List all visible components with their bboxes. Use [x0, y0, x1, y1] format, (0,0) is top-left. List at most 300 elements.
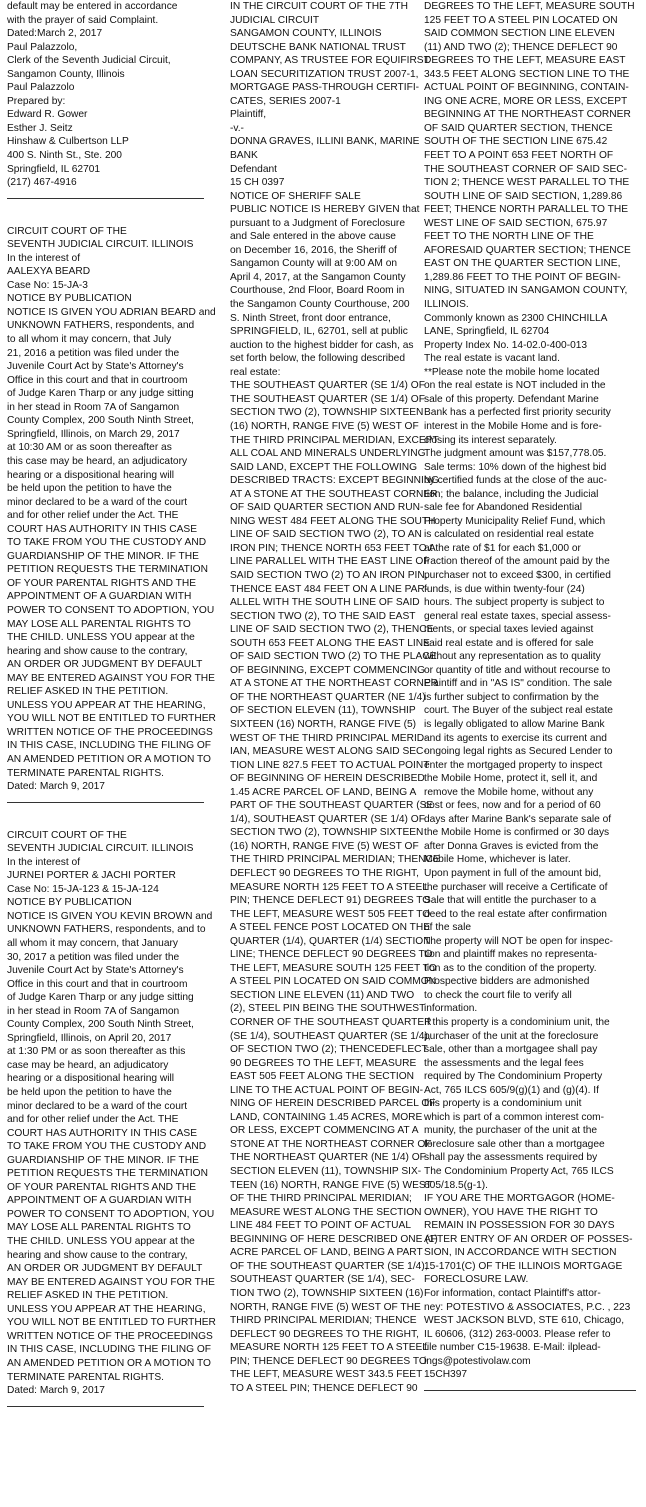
notice-text-line: days after Marine Bank's separate sale of: [424, 813, 612, 825]
notice-text-line: OF SAID QUARTER SECTION, THENCE: [424, 122, 613, 134]
notice-text-line: Sale terms: 10% down of the highest bid: [424, 461, 607, 473]
notice-text-line: TO A STEEL PIN; THENCE DEFLECT 90: [230, 1382, 418, 1394]
notice-text-line: SANGAMON COUNTY, ILLINOIS: [230, 28, 382, 40]
notice-text-line: SECTION TWO (2), TO THE SAID EAST: [230, 610, 416, 622]
notice-text-line: fraction thereof of the amount paid by the: [424, 556, 610, 568]
notice-text-line: of Judge Karen Tharp or any judge sitting: [7, 388, 194, 400]
notice-text-line: WRITTEN NOTICE OF THE PROCEEDINGS: [7, 1330, 213, 1342]
notice-text-line: ING ONE ACRE, MORE OR LESS, EXCEPT: [424, 95, 628, 107]
notice-text-line: SECTION ELEVEN (11), TOWNSHIP SIX-: [230, 1166, 422, 1178]
notice-text-line: THE LEFT, MEASURE WEST 505 FEET TO: [230, 908, 431, 920]
notice-text-line: MAY LOSE ALL PARENTAL RIGHTS TO: [7, 618, 191, 630]
notice-text-line: EAST ON THE QUARTER SECTION LINE,: [424, 258, 621, 270]
notice-text-line: IRON PIN; THENCE NORTH 653 FEET TO A: [230, 542, 436, 554]
notice-text-line: Prepared by:: [7, 95, 66, 107]
notice-text-line: ney: POTESTIVO & ASSOCIATES, P.C. , 223: [424, 1301, 631, 1313]
notice-text-line: be held upon the petition to have the: [7, 1087, 172, 1099]
notice-text-line: NOTICE IS GIVEN YOU KEVIN BROWN and: [7, 910, 213, 922]
notice-text-line: ments, or special taxes levied against: [424, 624, 594, 636]
notice-text-line: PART OF THE SOUTHEAST QUARTER (SE: [230, 800, 434, 812]
notice-text-line: Sangamon County will at 9:00 AM on: [230, 258, 398, 270]
notice-divider: [7, 1406, 204, 1407]
notice-text-line: funds, is due within twenty-four (24): [424, 583, 585, 595]
notice-text-line: 21, 2016 a petition was filed under the: [7, 347, 180, 359]
notice-text-line: RELIEF ASKED IN THE PETITION.: [7, 686, 169, 698]
notice-text-line: CATES, SERIES 2007-1: [230, 95, 341, 107]
notice-text-line: AN AMENDED PETITION OR A MOTION TO: [7, 753, 211, 765]
notice-text-line: IF YOU ARE THE MORTGAGOR (HOME-: [424, 1193, 615, 1205]
notice-text-line: NOTICE OF SHERIFF SALE: [230, 190, 361, 202]
notice-divider: [424, 1390, 636, 1391]
notice-text-line: Commonly known as 2300 CHINCHILLA: [424, 312, 608, 324]
notice-text-line: SIXTEEN (16) NORTH, RANGE FIVE (5): [230, 718, 417, 730]
notice-text-line: TO TAKE FROM YOU THE CUSTODY AND: [7, 1141, 207, 1153]
notice-text-line: ings@potestivolaw.com: [424, 1355, 531, 1367]
notice-text-line: hours. The subject property is subject to: [424, 597, 605, 609]
notice-text-line: OF SECTION ELEVEN (11), TOWNSHIP: [230, 705, 416, 717]
notice-text-line: PETITION REQUESTS THE TERMINATION: [7, 1168, 208, 1180]
notice-text-line: sale fee for Abandoned Residential: [424, 502, 583, 514]
notice-text-line: TEEN (16) NORTH, RANGE FIVE (5) WEST: [230, 1179, 432, 1191]
notice-text-line: BEGINNING AT THE NORTHEAST CORNER: [424, 109, 631, 121]
notice-text-line: IN THIS CASE, INCLUDING THE FILING OF: [7, 1344, 211, 1356]
notice-text-line: NING OF HEREIN DESCRIBED PARCEL OF: [230, 1098, 436, 1110]
notice-text-line: is further subject to confirmation by the: [424, 691, 599, 703]
notice-text-line: in her stead in Room 7A of Sangamon: [7, 401, 180, 413]
notice-text-line: without any representation as to quality: [424, 651, 601, 663]
notice-text-line: LINE OF SAID SECTION TWO (2), TO AN: [230, 529, 422, 541]
notice-text-line: the purchaser will receive a Certificate of: [424, 881, 608, 893]
notice-text-line: sale of this property. Defendant Marine: [424, 393, 599, 405]
notice-text-line: FEET TO THE NORTH LINE OF THE: [424, 231, 594, 243]
notice-text-line: THENCE EAST 484 FEET ON A LINE PAR-: [230, 583, 429, 595]
notice-text-line: munity, the purchaser of the unit at the: [424, 1125, 598, 1137]
column-right: [424, 0, 636, 1404]
notice-text-line: JURNEI PORTER & JACHI PORTER: [7, 870, 176, 882]
notice-text-line: AALEXYA BEARD: [7, 266, 91, 278]
notice-text-line: County Complex, 200 South Ninth Street,: [7, 415, 194, 427]
notice-text-line: SOUTH OF THE SECTION LINE 675.42: [424, 136, 608, 148]
notice-text-line: 1,289.86 FEET TO THE POINT OF BEGIN-: [424, 271, 621, 283]
notice-text-line: LOAN SECURITIZATION TRUST 2007-1,: [230, 68, 419, 80]
notice-text-line: pursuant to a Judgment of Foreclosure: [230, 217, 405, 229]
notice-text-line: OF THE THIRD PRINCIPAL MERIDIAN;: [230, 1193, 412, 1205]
notice-text-line: sale, other than a mortgagee shall pay: [424, 1044, 598, 1056]
notice-text-line: LINE OF SAID SECTION TWO (2), THENCE: [230, 624, 434, 636]
notice-text-line: SECTION TWO (2), TOWNSHIP SIXTEEN: [230, 407, 424, 419]
notice-text-line: is legally obligated to allow Marine Bank: [424, 718, 605, 730]
notice-text-line: THE CHILD. UNLESS YOU appear at the: [7, 632, 195, 644]
notice-text-line: SAID LAND, EXCEPT THE FOLLOWING: [230, 461, 418, 473]
notice-text-line: tion as to the condition of the property.: [424, 962, 597, 974]
notice-text-line: -v.-: [230, 122, 244, 134]
notice-text-line: Plaintiff and in "AS IS" condition. The sale: [424, 678, 613, 690]
notice-text-line: shall pay the assessments required by: [424, 1152, 598, 1164]
notice-text-line: UNLESS YOU APPEAR AT THE HEARING,: [7, 1303, 206, 1315]
notice-text-line: WRITTEN NOTICE OF THE PROCEEDINGS: [7, 726, 213, 738]
notice-text-line: hearing and show cause to the contrary,: [7, 645, 188, 657]
notice-text-line: SEVENTH JUDICIAL CIRCUIT. ILLINOIS: [7, 843, 194, 855]
notice-text-line: RELIEF ASKED IN THE PETITION.: [7, 1290, 169, 1302]
notice-text-line: this property is a condominium unit: [424, 1098, 582, 1110]
notice-text-line: Courthouse, 2nd Floor, Board Room in: [230, 285, 405, 297]
notice-text-line: THE SOUTHEAST CORNER OF SAID SEC-: [424, 163, 628, 175]
notice-text-line: COURT HAS AUTHORITY IN THIS CASE: [7, 1127, 198, 1139]
notice-text-line: OF BEGINNING OF HEREIN DESCRIBED: [230, 773, 425, 785]
notice-text-line: UNKNOWN FATHERS, respondents, and: [7, 320, 195, 332]
notice-text-line: Defendant: [230, 163, 278, 175]
notice-text-line: Property Municipality Relief Fund, which: [424, 515, 606, 527]
notice-text-line: Paul Palazzolo: [7, 82, 75, 94]
notice-text-line: DEGREES TO THE LEFT, MEASURE EAST: [424, 55, 626, 67]
notice-text-line: WEST OF THE THIRD PRINCIPAL MERID-: [230, 732, 428, 744]
notice-text-line: S. Ninth Street, front door entrance,: [230, 312, 391, 324]
notice-text-line: ongoing legal rights as Secured Lender to: [424, 746, 613, 758]
notice-text-line: FEET TO A POINT 653 FEET NORTH OF: [424, 150, 614, 162]
notice-text-line: THE CHILD. UNLESS YOU appear at the: [7, 1236, 195, 1248]
notice-text-line: all whom it may concern, that January: [7, 938, 178, 949]
notice-text-line: OF THE NORTHEAST QUARTER (NE 1/4): [230, 691, 426, 703]
notice-text-line: enter the mortgaged property to inspect: [424, 759, 603, 771]
notice-text-line: The property will NOT be open for inspec-: [424, 935, 613, 947]
notice-text-line: MEASURE NORTH 125 FEET TO A STEEL: [230, 1342, 428, 1354]
notice-text-line: to check the court file to verify all: [424, 989, 572, 1001]
notice-text-line: ALL COAL AND MINERALS UNDERLYING: [230, 448, 426, 460]
notice-text-line: OWNER), YOU HAVE THE RIGHT TO: [424, 1206, 598, 1218]
notice-text-line: ACTUAL POINT OF BEGINNING, CONTAIN-: [424, 82, 629, 94]
notice-text-line: In the interest of: [7, 856, 81, 868]
notice-text-line: be held upon the petition to have the: [7, 483, 172, 495]
notice-text-line: SECTION LINE ELEVEN (11) AND TWO: [230, 989, 415, 1001]
notice-text-line: in her stead in Room 7A of Sangamon: [7, 1005, 180, 1017]
notice-text-line: THE NORTHEAST QUARTER (NE 1/4) OF: [230, 1152, 426, 1164]
notice-text-line: PIN; THENCE DEFLECT 91) DEGREES TO: [230, 895, 431, 907]
notice-text-line: YOU WILL NOT BE ENTITLED TO FURTHER: [7, 1317, 216, 1329]
notice-text-line: The real estate is vacant land.: [424, 353, 560, 365]
notice-text-line: BEGINNING OF HERE DESCRIBED ONE (1): [230, 1233, 438, 1245]
notice-text-line: DEUTSCHE BANK NATIONAL TRUST: [230, 41, 406, 53]
notice-text-line: DEFLECT 90 DEGREES TO THE RIGHT,: [230, 1328, 419, 1340]
notice-text-line: THE SOUTHEAST QUARTER (SE 1/4) OF: [230, 380, 425, 392]
notice-text-line: of the sale: [424, 922, 472, 934]
notice-text-line: cost or fees, now and for a period of 60: [424, 800, 601, 812]
notice-text-line: Case No: 15-JA-3: [7, 279, 88, 291]
notice-text-line: OF SAID QUARTER SECTION AND RUN-: [230, 502, 424, 514]
notice-text-line: QUARTER (1/4), QUARTER (1/4) SECTION: [230, 935, 431, 947]
notice-text-line: Prospective bidders are admonished: [424, 976, 590, 988]
notice-text-line: to all whom it may concern, that July: [7, 334, 172, 346]
notice-text-line: FEET; THENCE NORTH PARALLEL TO THE: [424, 204, 628, 216]
notice-foreclosure-tail: [7, 0, 204, 190]
notice-text-line: Mobile Home, whichever is later.: [424, 854, 571, 866]
notice-text-line: NOTICE BY PUBLICATION: [7, 293, 132, 305]
notice-text-line: April 4, 2017, at the Sangamon County: [230, 271, 406, 283]
notice-text-line: In the interest of: [7, 252, 81, 264]
notice-text-line: If this property is a condominium unit, the: [424, 1017, 610, 1029]
notice-text-line: minor declared to be a ward of the court: [7, 1100, 188, 1112]
notice-text-line: THIRD PRINCIPAL MERIDIAN; THENCE: [230, 1315, 417, 1327]
notice-text-line: THE THIRD PRINCIPAL MERIDIAN, EXCEPT: [230, 434, 439, 446]
notice-text-line: SECTION TWO (2), TOWNSHIP SIXTEEN: [230, 827, 424, 839]
notice-text-line: closing its interest separately.: [424, 434, 557, 446]
notice-text-line: CIRCUIT COURT OF THE: [7, 225, 127, 237]
notice-sheriff-sale-part-2: [424, 0, 636, 1382]
notice-text-line: 125 FEET TO A STEEL PIN LOCATED ON: [424, 14, 618, 26]
notice-text-line: 90 DEGREES TO THE LEFT, MEASURE: [230, 1057, 417, 1069]
notice-text-line: IAN, MEASURE WEST ALONG SAID SEC-: [230, 746, 427, 758]
notice-text-line: SOUTHEAST QUARTER (SE 1/4), SEC-: [230, 1274, 415, 1286]
notice-text-line: general real estate taxes, special assess-: [424, 610, 611, 622]
notice-text-line: SOUTH LINE OF SAID SECTION, 1,289.86: [424, 190, 623, 202]
notice-text-line: 1.45 ACRE PARCEL OF LAND, BEING A: [230, 786, 417, 798]
notice-text-line: IN THE CIRCUIT COURT OF THE 7TH: [230, 1, 408, 12]
notice-text-line: LINE TO THE ACTUAL POINT OF BEGIN-: [230, 1084, 424, 1096]
notice-text-line: NOTICE IS GIVEN YOU ADRIAN BEARD and: [7, 306, 216, 318]
notice-text-line: (217) 467-4916: [7, 177, 77, 189]
notice-text-line: Sangamon County, Illinois: [7, 68, 125, 80]
notice-text-line: NING WEST 484 FEET ALONG THE SOUTH: [230, 515, 436, 527]
notice-text-line: Juvenile Court Act by State's Attorney's: [7, 965, 184, 977]
notice-text-line: after Donna Graves is evicted from the: [424, 840, 599, 852]
notice-text-line: Plaintiff,: [230, 109, 267, 121]
notice-text-line: interest in the Mobile Home and is fore-: [424, 420, 602, 432]
notice-text-line: SAID SECTION TWO (2) TO AN IRON PIN,: [230, 569, 428, 581]
notice-spacer: [7, 816, 204, 829]
notice-text-line: foreclosure sale other than a mortgagee: [424, 1138, 605, 1150]
notice-text-line: (11) AND TWO (2); THENCE DEFLECT 90: [424, 41, 618, 53]
notice-text-line: purchaser not to exceed $300, in certified: [424, 569, 611, 581]
notice-text-line: and for other relief under the Act. THE: [7, 510, 179, 522]
notice-text-line: OF YOUR PARENTAL RIGHTS AND THE: [7, 577, 197, 589]
notice-text-line: AFTER ENTRY OF AN ORDER OF POSSES-: [424, 1233, 633, 1245]
notice-text-line: A STEEL FENCE POST LOCATED ON THE: [230, 922, 431, 934]
notice-text-line: Bank has a perfected first priority security: [424, 407, 611, 419]
notice-text-line: is calculated on residential real estate: [424, 529, 594, 541]
notice-porter-publication: [7, 829, 216, 1398]
notice-text-line: For information, contact Plaintiff's attor-: [424, 1287, 601, 1299]
notice-text-line: OF SECTION TWO (2); THENCEDEFLECT: [230, 1044, 428, 1056]
column-middle: [230, 0, 440, 1395]
notice-text-line: AT A STONE AT THE SOUTHEAST CORNER: [230, 488, 438, 500]
notice-text-line: UNKNOWN FATHERS, respondents, and to: [7, 924, 206, 936]
notice-text-line: LANE, Springfield, IL 62704: [424, 326, 550, 338]
notice-text-line: TERMINATE PARENTAL RIGHTS.: [7, 1371, 164, 1383]
notice-text-line: Hinshaw & Culbertson LLP: [7, 136, 129, 148]
notice-text-line: DONNA GRAVES, ILLINI BANK, MARINE: [230, 136, 420, 148]
notice-text-line: AFORESAID QUARTER SECTION; THENCE: [424, 244, 631, 256]
notice-text-line: TION LINE 827.5 FEET TO ACTUAL POINT: [230, 759, 430, 771]
notice-text-line: APPOINTMENT OF A GUARDIAN WITH: [7, 1195, 192, 1207]
notice-text-line: the Sangamon County Courthouse, 200: [230, 299, 410, 311]
notice-text-line: The Condominium Property Act, 765 ILCS: [424, 1166, 614, 1178]
notice-text-line: The judgment amount was $157,778.05.: [424, 448, 607, 460]
notice-text-line: SOUTH 653 FEET ALONG THE EAST LINE: [230, 637, 430, 649]
notice-text-line: Juvenile Court Act by State's Attorney's: [7, 361, 184, 373]
notice-text-line: GUARDIANSHIP OF THE MINOR. IF THE: [7, 550, 199, 562]
notice-text-line: ALLEL WITH THE SOUTH LINE OF SAID: [230, 597, 420, 609]
notice-text-line: MAY LOSE ALL PARENTAL RIGHTS TO: [7, 1222, 191, 1234]
notice-text-line: at 10:30 AM or as soon thereafter as: [7, 442, 172, 454]
notice-text-line: Dated: March 9, 2017: [7, 781, 105, 793]
notice-text-line: TO TAKE FROM YOU THE CUSTODY AND: [7, 537, 207, 549]
notice-text-line: LAND, CONTAINING 1.45 ACRES, MORE: [230, 1111, 423, 1123]
notice-text-line: THE LEFT, MEASURE SOUTH 125 FEET TO: [230, 962, 437, 974]
notice-text-line: Sale that will entitle the purchaser to a: [424, 895, 597, 907]
notice-text-line: required by The Condominium Property: [424, 1071, 603, 1083]
notice-text-line: GUARDIANSHIP OF THE MINOR. IF THE: [7, 1154, 199, 1166]
notice-text-line: LINE; THENCE DEFLECT 90 DEGREES TO: [230, 949, 433, 961]
notice-text-line: (16) NORTH, RANGE FIVE (5) WEST OF: [230, 420, 419, 432]
notice-text-line: FORECLOSURE LAW.: [424, 1274, 529, 1286]
notice-text-line: PUBLIC NOTICE IS HEREBY GIVEN that: [230, 204, 420, 216]
notice-text-line: NING, SITUATED IN SANGAMON COUNTY,: [424, 285, 628, 297]
notice-text-line: CORNER OF THE SOUTHEAST QUARTER: [230, 1017, 432, 1029]
notice-text-line: IN THIS CASE, INCLUDING THE FILING OF: [7, 740, 211, 752]
notice-text-line: NOTICE BY PUBLICATION: [7, 897, 132, 909]
notice-text-line: SEVENTH JUDICIAL CIRCUIT. ILLINOIS: [7, 239, 194, 251]
notice-text-line: PIN; THENCE DEFLECT 90 DEGREES TO: [230, 1355, 427, 1367]
notice-text-line: 15CH397: [424, 1369, 468, 1381]
notice-text-line: tion; the balance, including the Judicial: [424, 488, 599, 500]
notice-text-line: purchaser of the unit at the foreclosure: [424, 1030, 599, 1042]
notice-text-line: LINE 484 FEET TO POINT OF ACTUAL: [230, 1220, 411, 1232]
notice-text-line: LINE PARALLEL WITH THE EAST LINE OF: [230, 556, 430, 568]
notice-text-line: Office in this court and that in courtroom: [7, 978, 188, 990]
notice-text-line: TERMINATE PARENTAL RIGHTS.: [7, 767, 164, 779]
notice-sheriff-sale-part-1: [230, 0, 440, 1395]
notice-text-line: POWER TO CONSENT TO ADOPTION, YOU: [7, 1208, 215, 1220]
notice-text-line: hearing and show cause to the contrary,: [7, 1249, 188, 1261]
notice-text-line: of Judge Karen Tharp or any judge sitting: [7, 992, 194, 1004]
notice-text-line: AN ORDER OR JUDGMENT BY DEFAULT: [7, 1263, 203, 1275]
notice-text-line: SPRINGFIELD, IL, 62701, sell at public: [230, 326, 408, 338]
notice-text-line: OF THE SOUTHEAST QUARTER (SE 1/4),: [230, 1260, 428, 1272]
notice-text-line: POWER TO CONSENT TO ADOPTION, YOU: [7, 604, 215, 616]
notice-text-line: COMPANY, AS TRUSTEE FOR EQUIFIRST: [230, 55, 430, 67]
notice-text-line: and its agents to exercise its current and: [424, 732, 607, 744]
notice-text-line: OF BEGINNING, EXCEPT COMMENCING: [230, 664, 426, 676]
notice-text-line: (2), STEEL PIN BEING THE SOUTHWEST: [230, 1003, 426, 1015]
notice-text-line: Paul Palazzolo,: [7, 41, 78, 53]
notice-text-line: ILLINOIS.: [424, 299, 469, 311]
notice-text-line: the Mobile Home is confirmed or 30 days: [424, 827, 610, 839]
notice-text-line: with the prayer of said Complaint.: [7, 14, 159, 26]
notice-text-line: REMAIN IN POSSESSION FOR 30 DAYS: [424, 1220, 615, 1232]
notice-text-line: (SE 1/4), SOUTHEAST QUARTER (SE 1/4),: [230, 1030, 431, 1042]
notice-text-line: SION, IN ACCORDANCE WITH SECTION: [424, 1247, 617, 1259]
notice-text-line: CIRCUIT COURT OF THE: [7, 829, 127, 841]
notice-text-line: Springfield, IL 62701: [7, 163, 101, 175]
notice-text-line: 1/4), SOUTHEAST QUARTER (SE 1/4) OF: [230, 813, 425, 825]
notice-text-line: County Complex, 200 South Ninth Street,: [7, 1019, 194, 1031]
notice-text-line: file number C15-19638. E-Mail: ilplead-: [424, 1342, 601, 1354]
notice-text-line: SAID COMMON SECTION LINE ELEVEN: [424, 28, 615, 40]
notice-text-line: on the real estate is NOT included in the: [424, 380, 606, 392]
notice-text-line: JUDICIAL CIRCUIT: [230, 14, 320, 26]
notice-text-line: 30, 2017 a petition was filed under the: [7, 951, 180, 963]
notice-text-line: 343.5 FEET ALONG SECTION LINE TO THE: [424, 68, 630, 80]
notice-text-line: real estate:: [230, 366, 281, 378]
notice-text-line: **Please note the mobile home located: [424, 366, 600, 378]
notice-text-line: MAY BE ENTERED AGAINST YOU FOR THE: [7, 672, 215, 684]
notice-text-line: by certified funds at the close of the auc-: [424, 475, 607, 487]
notice-text-line: OF SAID SECTION TWO (2) TO THE PLACE: [230, 651, 437, 663]
notice-text-line: information.: [424, 1003, 478, 1015]
column-left: [7, 0, 216, 1420]
notice-text-line: set forth below, the following described: [230, 353, 405, 365]
notice-text-line: AN AMENDED PETITION OR A MOTION TO: [7, 1357, 211, 1369]
notice-text-line: on December 16, 2016, the Sheriff of: [230, 244, 397, 256]
notice-spacer: [7, 212, 204, 225]
notice-text-line: AN ORDER OR JUDGMENT BY DEFAULT: [7, 659, 203, 671]
notice-text-line: TION TWO (2), TOWNSHIP SIXTEEN (16): [230, 1287, 424, 1299]
notice-text-line: DESCRIBED TRACTS: EXCEPT BEGINNING: [230, 475, 440, 487]
notice-text-line: 605/18.5(g-1).: [424, 1179, 488, 1191]
notice-text-line: Springfield, Illinois, on March 29, 2017: [7, 428, 180, 440]
notice-text-line: remove the Mobile home, without any: [424, 786, 594, 798]
notice-text-line: Clerk of the Seventh Judicial Circuit,: [7, 55, 171, 67]
notice-text-line: YOU WILL NOT BE ENTITLED TO FURTHER: [7, 713, 216, 725]
notice-text-line: Case No: 15-JA-123 & 15-JA-124: [7, 883, 159, 895]
notice-text-line: THE SOUTHEAST QUARTER (SE 1/4) OF: [230, 393, 425, 405]
notice-text-line: hearing or a dispositional hearing will: [7, 469, 175, 481]
notice-text-line: and for other relief under the Act. THE: [7, 1114, 179, 1126]
notice-text-line: deed to the real estate after confirmation: [424, 908, 607, 920]
notice-text-line: said real estate and is offered for sale: [424, 637, 594, 649]
notice-text-line: Dated: March 9, 2017: [7, 1385, 105, 1397]
notice-text-line: ACRE PARCEL OF LAND, BEING A PART: [230, 1247, 423, 1259]
notice-text-line: which is part of a common interest com-: [424, 1111, 605, 1123]
notice-divider: [7, 198, 204, 199]
notice-text-line: AT A STONE AT THE NORTHEAST CORNER: [230, 678, 438, 690]
notice-text-line: auction to the highest bidder for cash, as: [230, 339, 414, 351]
notice-beard-publication: [7, 225, 216, 794]
notice-text-line: THE THIRD PRINCIPAL MERIDIAN; THENCE: [230, 854, 440, 866]
notice-text-line: A STEEL PIN LOCATED ON SAID COMMON: [230, 976, 437, 988]
notice-text-line: court. The Buyer of the subject real estate: [424, 705, 613, 717]
notice-text-line: 15 CH 0397: [230, 177, 285, 189]
notice-text-line: Office in this court and that in courtroom: [7, 374, 188, 386]
notice-text-line: default may be entered in accordance: [7, 1, 178, 12]
notice-text-line: UNLESS YOU APPEAR AT THE HEARING,: [7, 699, 206, 711]
notice-text-line: 400 S. Ninth St., Ste. 200: [7, 150, 122, 162]
notice-text-line: APPOINTMENT OF A GUARDIAN WITH: [7, 591, 192, 603]
notice-text-line: OR LESS, EXCEPT COMMENCING AT A: [230, 1125, 419, 1137]
notice-text-line: BANK: [230, 150, 258, 162]
notice-text-line: the assessments and the legal fees: [424, 1057, 584, 1069]
notice-text-line: MAY BE ENTERED AGAINST YOU FOR THE: [7, 1276, 215, 1288]
notice-text-line: EAST 505 FEET ALONG THE SECTION: [230, 1071, 415, 1083]
notice-text-line: WEST LINE OF SAID SECTION, 675.97: [424, 217, 608, 229]
notice-text-line: OF YOUR PARENTAL RIGHTS AND THE: [7, 1181, 197, 1193]
notice-text-line: MEASURE NORTH 125 FEET TO A STEEL: [230, 881, 428, 893]
notice-text-line: STONE AT THE NORTHEAST CORNER OF: [230, 1138, 432, 1150]
notice-text-line: case may be heard, an adjudicatory: [7, 1059, 169, 1071]
notice-text-line: Edward R. Gower: [7, 109, 88, 121]
notice-text-line: DEFLECT 90 DEGREES TO THE RIGHT,: [230, 868, 419, 879]
notice-text-line: 15-1701(C) OF THE ILLINOIS MORTGAGE: [424, 1260, 623, 1272]
notice-text-line: THE LEFT, MEASURE WEST 343.5 FEET: [230, 1369, 423, 1381]
notice-text-line: Dated:March 2, 2017: [7, 28, 103, 40]
notice-text-line: IL 60606, (312) 263-0003. Please refer to: [424, 1328, 611, 1340]
notice-divider: [7, 802, 204, 803]
notice-text-line: tion and plaintiff makes no representa-: [424, 949, 598, 961]
notice-text-line: TION 2; THENCE WEST PARALLEL TO THE: [424, 177, 630, 189]
notice-text-line: DEGREES TO THE LEFT, MEASURE SOUTH: [424, 1, 635, 12]
notice-text-line: the Mobile Home, protect it, sell it, and: [424, 773, 598, 785]
notice-text-line: MEASURE WEST ALONG THE SECTION: [230, 1206, 422, 1218]
notice-text-line: WEST JACKSON BLVD, STE 610, Chicago,: [424, 1315, 625, 1327]
